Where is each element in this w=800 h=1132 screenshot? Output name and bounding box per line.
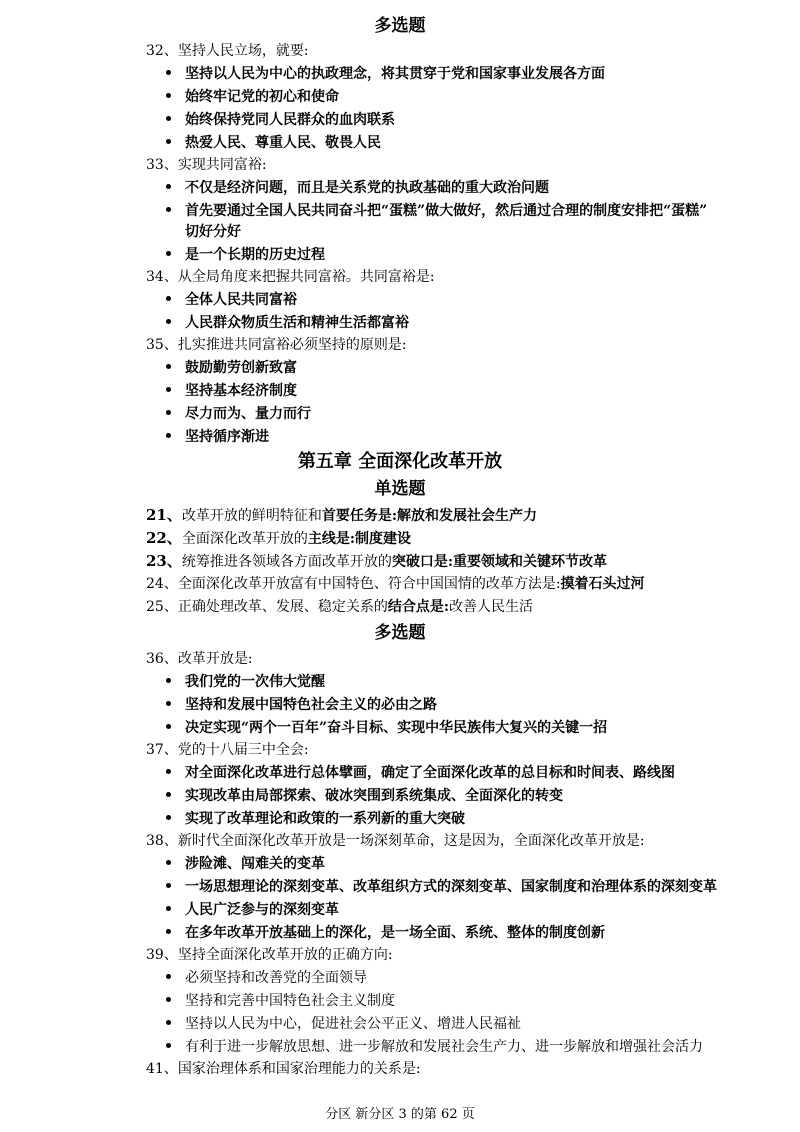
bullet-icon — [166, 296, 171, 301]
bullet-icon — [166, 207, 171, 212]
bullet-icon — [166, 815, 171, 820]
option-text: 全体人民共同富裕 — [185, 292, 297, 308]
bullet-icon — [166, 929, 171, 934]
question-stem: 新时代全面深化改革开放是一场深刻革命，这是因为，全面深化改革开放是: — [177, 833, 645, 849]
question-stem: 党的十八届三中全会: — [177, 742, 309, 758]
question-38 — [146, 830, 645, 852]
bullet-icon — [166, 792, 171, 797]
bullet-icon — [166, 1043, 171, 1048]
option-text: 坚持和完善中国特色社会主义制度 — [185, 993, 395, 1009]
question-37 — [146, 739, 309, 761]
option-item — [160, 289, 760, 311]
question-number: 33、 — [146, 157, 178, 173]
question-key: 结合点是: — [387, 599, 449, 615]
question-number: 37、 — [146, 742, 178, 758]
question-answer: 改善人民生活 — [449, 599, 533, 615]
section-heading-multi-choice-2: 多选题 — [374, 623, 426, 643]
option-item — [160, 853, 760, 875]
question-number: 35、 — [146, 337, 178, 353]
option-text: 对全面深化改革进行总体擘画，确定了全面深化改革的总目标和时间表、路线图 — [185, 765, 675, 781]
question-number: 21、 — [146, 506, 182, 524]
question-number: 22、 — [146, 529, 182, 547]
option-text: 人民广泛参与的深刻变革 — [185, 902, 339, 918]
option-text: 实现改革由局部探索、破冰突围到系统集成、全面深化的转变 — [185, 788, 563, 804]
question-32 — [146, 40, 309, 62]
option-item — [160, 899, 760, 921]
option-item — [160, 785, 760, 807]
option-text: 坚持以人民为中心，促进社会公平正义、增进人民福祉 — [185, 1016, 521, 1032]
option-text: 在多年改革开放基础上的深化，是一场全面、系统、整体的制度创新 — [185, 925, 605, 941]
option-item — [160, 426, 760, 448]
bullet-icon — [166, 319, 171, 324]
option-text: 人民群众物质生活和精神生活都富裕 — [185, 315, 409, 331]
option-text: 始终保持党同人民群众的血肉联系 — [185, 112, 395, 128]
option-item — [160, 1013, 760, 1035]
option-text: 实现了改革理论和政策的一系列新的重大突破 — [185, 811, 465, 827]
option-item — [160, 312, 760, 334]
question-number: 24、 — [146, 576, 178, 592]
question-stem: 坚持人民立场，就要: — [177, 43, 309, 59]
question-stem: 坚持全面深化改革开放的正确方向: — [177, 947, 393, 963]
option-item — [160, 132, 760, 154]
option-text: 必须坚持和改善党的全面领导 — [185, 970, 367, 986]
question-stem: 实现共同富裕: — [177, 157, 267, 173]
bullet-icon — [166, 906, 171, 911]
question-stem: 统筹推进各领域各方面改革开放的 — [181, 554, 392, 570]
option-item — [160, 109, 760, 131]
bullet-icon — [166, 1020, 171, 1025]
question-stem: 改革开放是: — [177, 651, 253, 667]
option-text: 坚持循序渐进 — [185, 429, 269, 445]
option-text: 我们党的一次伟大觉醒 — [185, 674, 325, 690]
bullet-icon — [166, 387, 171, 392]
question-key: 首要任务是: — [321, 508, 398, 524]
option-item — [160, 244, 760, 266]
question-39 — [146, 944, 393, 966]
question-stem: 扎实推进共同富裕必须坚持的原则是: — [177, 337, 407, 353]
question-number: 39、 — [146, 947, 178, 963]
option-item — [160, 200, 760, 222]
option-text: 不仅是经济问题，而且是关系党的执政基础的重大政治问题 — [185, 180, 549, 196]
option-item — [160, 694, 760, 716]
option-text: 有利于进一步解放思想、进一步解放和发展社会生产力、进一步解放和增强社会活力 — [185, 1039, 703, 1055]
question-number: 41、 — [146, 1061, 178, 1077]
bullet-icon — [166, 251, 171, 256]
option-item — [160, 1036, 760, 1058]
option-text: 首先要通过全国人民共同奋斗把“蛋糕”做大做好，然后通过合理的制度安排把“蛋糕” — [185, 203, 708, 219]
option-item — [160, 922, 760, 944]
single-question-25 — [146, 596, 533, 618]
option-item — [160, 403, 760, 425]
question-number: 25、 — [146, 599, 178, 615]
option-text: 热爱人民、尊重人民、敬畏人民 — [185, 135, 381, 151]
bullet-icon — [166, 701, 171, 706]
bullet-icon — [166, 997, 171, 1002]
bullet-icon — [166, 93, 171, 98]
bullet-icon — [166, 364, 171, 369]
bullet-icon — [166, 433, 171, 438]
question-33 — [146, 154, 267, 176]
question-stem: 全面深化改革开放富有中国特色、符合中国国情的改革方法是: — [177, 576, 561, 592]
option-text: 鼓励勤劳创新致富 — [185, 360, 297, 376]
single-question-24 — [146, 573, 645, 595]
section-heading-multi-choice: 多选题 — [374, 16, 426, 36]
bullet-icon — [166, 974, 171, 979]
question-stem: 正确处理改革、发展、稳定关系的 — [177, 599, 388, 615]
question-stem: 国家治理体系和国家治理能力的关系是: — [177, 1061, 421, 1077]
question-stem: 全面深化改革开放的 — [181, 531, 308, 547]
question-41 — [146, 1058, 421, 1080]
option-item — [160, 671, 760, 693]
bullet-icon — [166, 769, 171, 774]
chapter-title: 第五章 全面深化改革开放 — [297, 451, 503, 472]
option-item — [160, 357, 760, 379]
bullet-icon — [166, 184, 171, 189]
option-item — [160, 967, 760, 989]
bullet-icon — [166, 116, 171, 121]
option-text: 坚持基本经济制度 — [185, 383, 297, 399]
bullet-icon — [166, 860, 171, 865]
option-item — [160, 990, 760, 1012]
question-number: 36、 — [146, 651, 178, 667]
option-text: 是一个长期的历史过程 — [185, 247, 325, 263]
question-36 — [146, 648, 253, 670]
question-answer: 摸着石头过河 — [560, 576, 645, 592]
single-question-22 — [146, 527, 411, 550]
bullet-icon — [166, 70, 171, 75]
section-heading-single-choice: 单选题 — [374, 479, 426, 499]
question-answer: 重要领域和关键环节改革 — [453, 554, 608, 570]
option-continuation: 切好分好 — [185, 224, 241, 240]
bullet-icon — [166, 724, 171, 729]
option-text: 尽力而为、量力而行 — [185, 406, 311, 422]
single-question-23 — [146, 550, 607, 573]
option-text: 一场思想理论的深刻变革、改革组织方式的深刻变革、国家制度和治理体系的深刻变革 — [185, 879, 717, 895]
question-34 — [146, 266, 435, 288]
question-key: 主线是: — [307, 531, 356, 547]
question-number: 38、 — [146, 833, 178, 849]
question-35 — [146, 334, 407, 356]
bullet-icon — [166, 883, 171, 888]
question-answer: 解放和发展社会生产力 — [397, 508, 538, 524]
question-number: 32、 — [146, 43, 178, 59]
option-text: 坚持以人民为中心的执政理念，将其贯穿于党和国家事业发展各方面 — [185, 66, 605, 82]
option-item — [160, 762, 760, 784]
option-item — [160, 380, 760, 402]
question-number: 34、 — [146, 269, 178, 285]
question-stem: 从全局角度来把握共同富裕。共同富裕是: — [177, 269, 435, 285]
option-item — [160, 717, 760, 739]
option-text: 涉险滩、闯难关的变革 — [185, 856, 325, 872]
question-key: 突破口是: — [391, 554, 454, 570]
question-stem: 改革开放的鲜明特征和 — [181, 508, 322, 524]
option-text: 决定实现“两个一百年”奋斗目标、实现中华民族伟大复兴的关键一招 — [185, 720, 608, 736]
question-answer: 制度建设 — [355, 531, 412, 547]
option-item — [160, 876, 760, 898]
bullet-icon — [166, 139, 171, 144]
option-item — [160, 63, 760, 85]
option-text: 坚持和发展中国特色社会主义的必由之路 — [185, 697, 437, 713]
question-number: 23、 — [146, 552, 182, 570]
page-footer: 分区 新分区 3 的第 62 页 — [325, 1107, 475, 1122]
bullet-icon — [166, 410, 171, 415]
bullet-icon — [166, 678, 171, 683]
single-question-21 — [146, 504, 537, 527]
option-text: 始终牢记党的初心和使命 — [185, 89, 339, 105]
option-item — [160, 86, 760, 108]
option-item — [160, 177, 760, 199]
option-item — [160, 808, 760, 830]
